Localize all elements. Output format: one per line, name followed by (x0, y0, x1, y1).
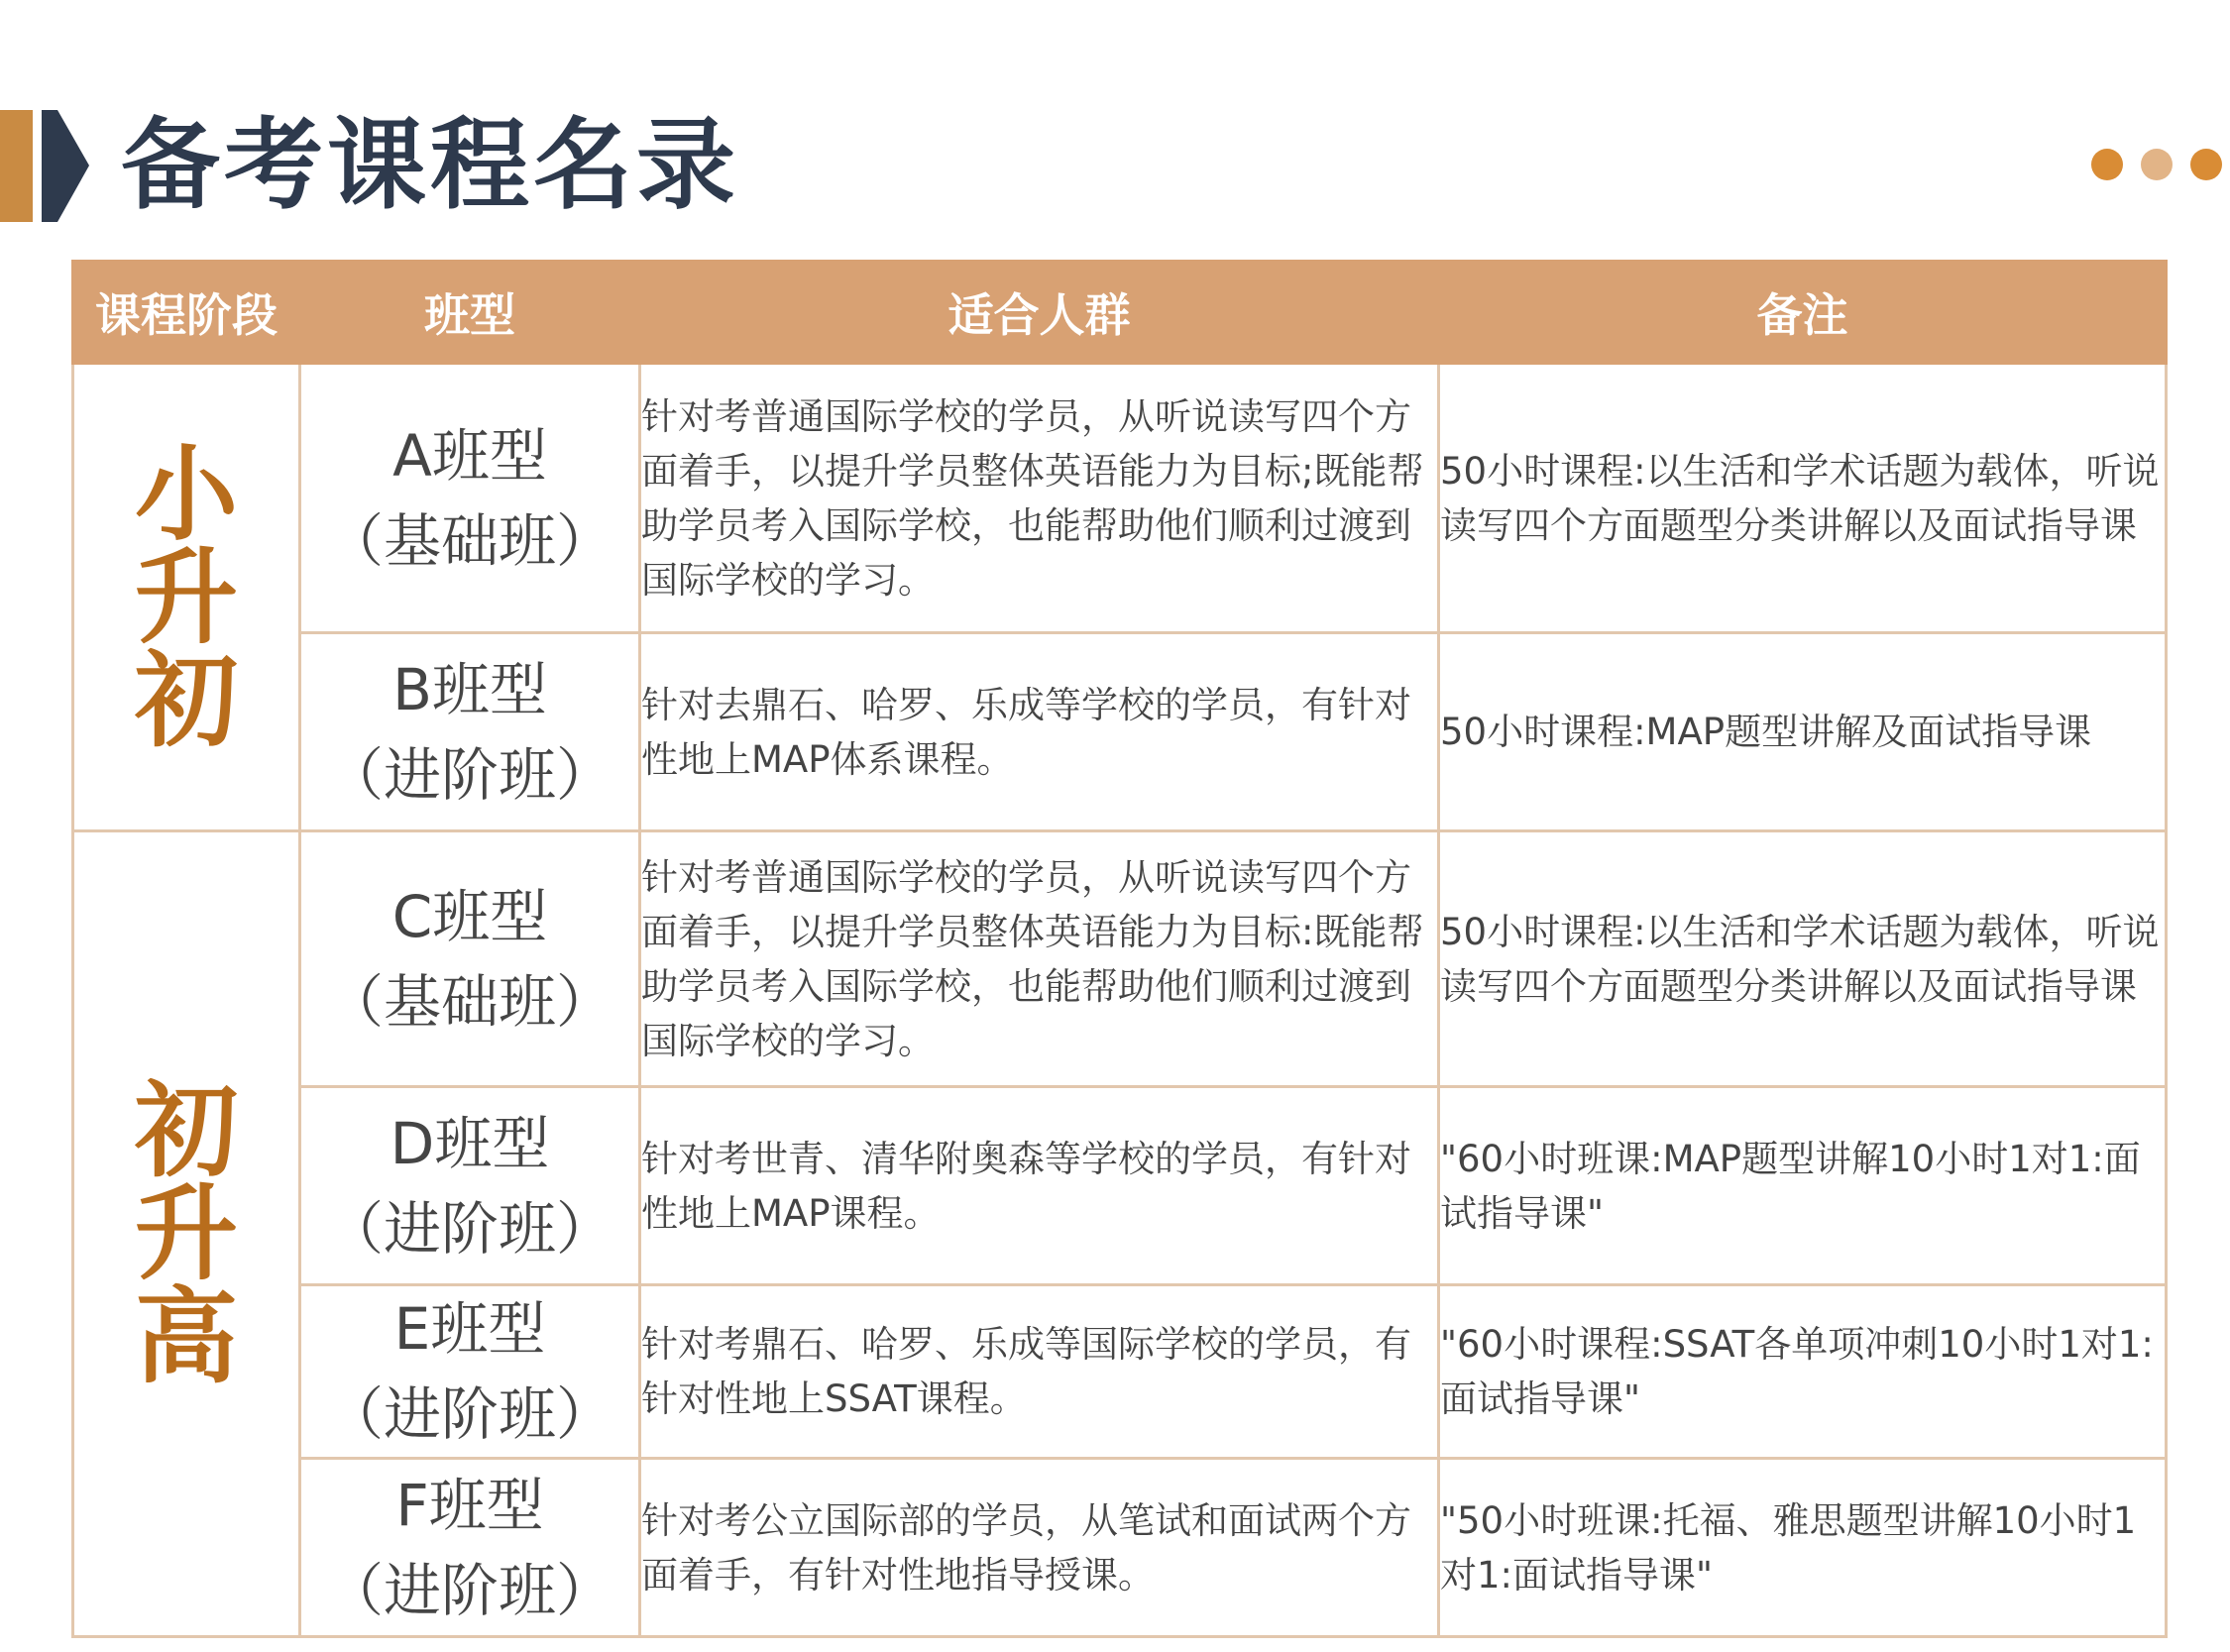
column-header-class-type: 班型 (300, 262, 640, 364)
dot-icon (2190, 149, 2222, 180)
table-row (73, 831, 2167, 1087)
column-header-stage: 课程阶段 (73, 262, 300, 364)
title-accent-bar (0, 110, 33, 222)
page-title: 备考课程名录 (121, 107, 739, 223)
class-type-cell: C班型 （基础班） (300, 831, 640, 1087)
audience-cell: 针对考普通国际学校的学员，从听说读写四个方面着手，以提升学员整体英语能力为目标;既能帮助学员考入国际学校，也能帮助他们顺利过渡到国际学校的学习。 (640, 364, 1439, 633)
class-type-cell: F班型 （进阶班） (300, 1459, 640, 1637)
note-cell: 50小时课程:MAP题型讲解及面试指导课 (1439, 633, 2167, 831)
audience-cell: 针对考公立国际部的学员，从笔试和面试两个方面着手，有针对性地指导授课。 (640, 1459, 1439, 1637)
note-cell: "60小时班课:MAP题型讲解10小时1对1:面试指导课" (1439, 1087, 2167, 1285)
class-type-cell: A班型 （基础班） (300, 364, 640, 633)
table-row (73, 633, 2167, 831)
decorative-dots-icon (2091, 149, 2230, 184)
class-type-cell: B班型 （进阶班） (300, 633, 640, 831)
table-row (73, 1285, 2167, 1459)
note-cell: 50小时课程:以生活和学术话题为载体，听说读写四个方面题型分类讲解以及面试指导课 (1439, 831, 2167, 1087)
audience-cell: 针对去鼎石、哈罗、乐成等学校的学员，有针对性地上MAP体系课程。 (640, 633, 1439, 831)
table-row (73, 1087, 2167, 1285)
note-cell: 50小时课程:以生活和学术话题为载体，听说读写四个方面题型分类讲解以及面试指导课 (1439, 364, 2167, 633)
audience-cell: 针对考鼎石、哈罗、乐成等国际学校的学员，有针对性地上SSAT课程。 (640, 1285, 1439, 1459)
class-type-cell: E班型 （进阶班） (300, 1285, 640, 1459)
table-header-row (73, 262, 2167, 364)
dot-icon (2141, 149, 2173, 180)
table-row (73, 364, 2167, 633)
stage-cell: 小 升 初 (73, 364, 300, 831)
note-cell: "60小时课程:SSAT各单项冲刺10小时1对1:面试指导课" (1439, 1285, 2167, 1459)
table-row (73, 1459, 2167, 1637)
class-type-cell: D班型 （进阶班） (300, 1087, 640, 1285)
dot-icon (2091, 149, 2123, 180)
stage-cell: 初 升 高 (73, 831, 300, 1637)
column-header-audience: 适合人群 (640, 262, 1439, 364)
column-header-note: 备注 (1439, 262, 2167, 364)
course-table (71, 260, 2168, 1638)
audience-cell: 针对考普通国际学校的学员，从听说读写四个方面着手，以提升学员整体英语能力为目标:既能帮助学员考入国际学校，也能帮助他们顺利过渡到国际学校的学习。 (640, 831, 1439, 1087)
chevron-right-icon (42, 110, 89, 222)
audience-cell: 针对考世青、清华附奥森等学校的学员，有针对性地上MAP课程。 (640, 1087, 1439, 1285)
note-cell: "50小时班课:托福、雅思题型讲解10小时1对1:面试指导课" (1439, 1459, 2167, 1637)
